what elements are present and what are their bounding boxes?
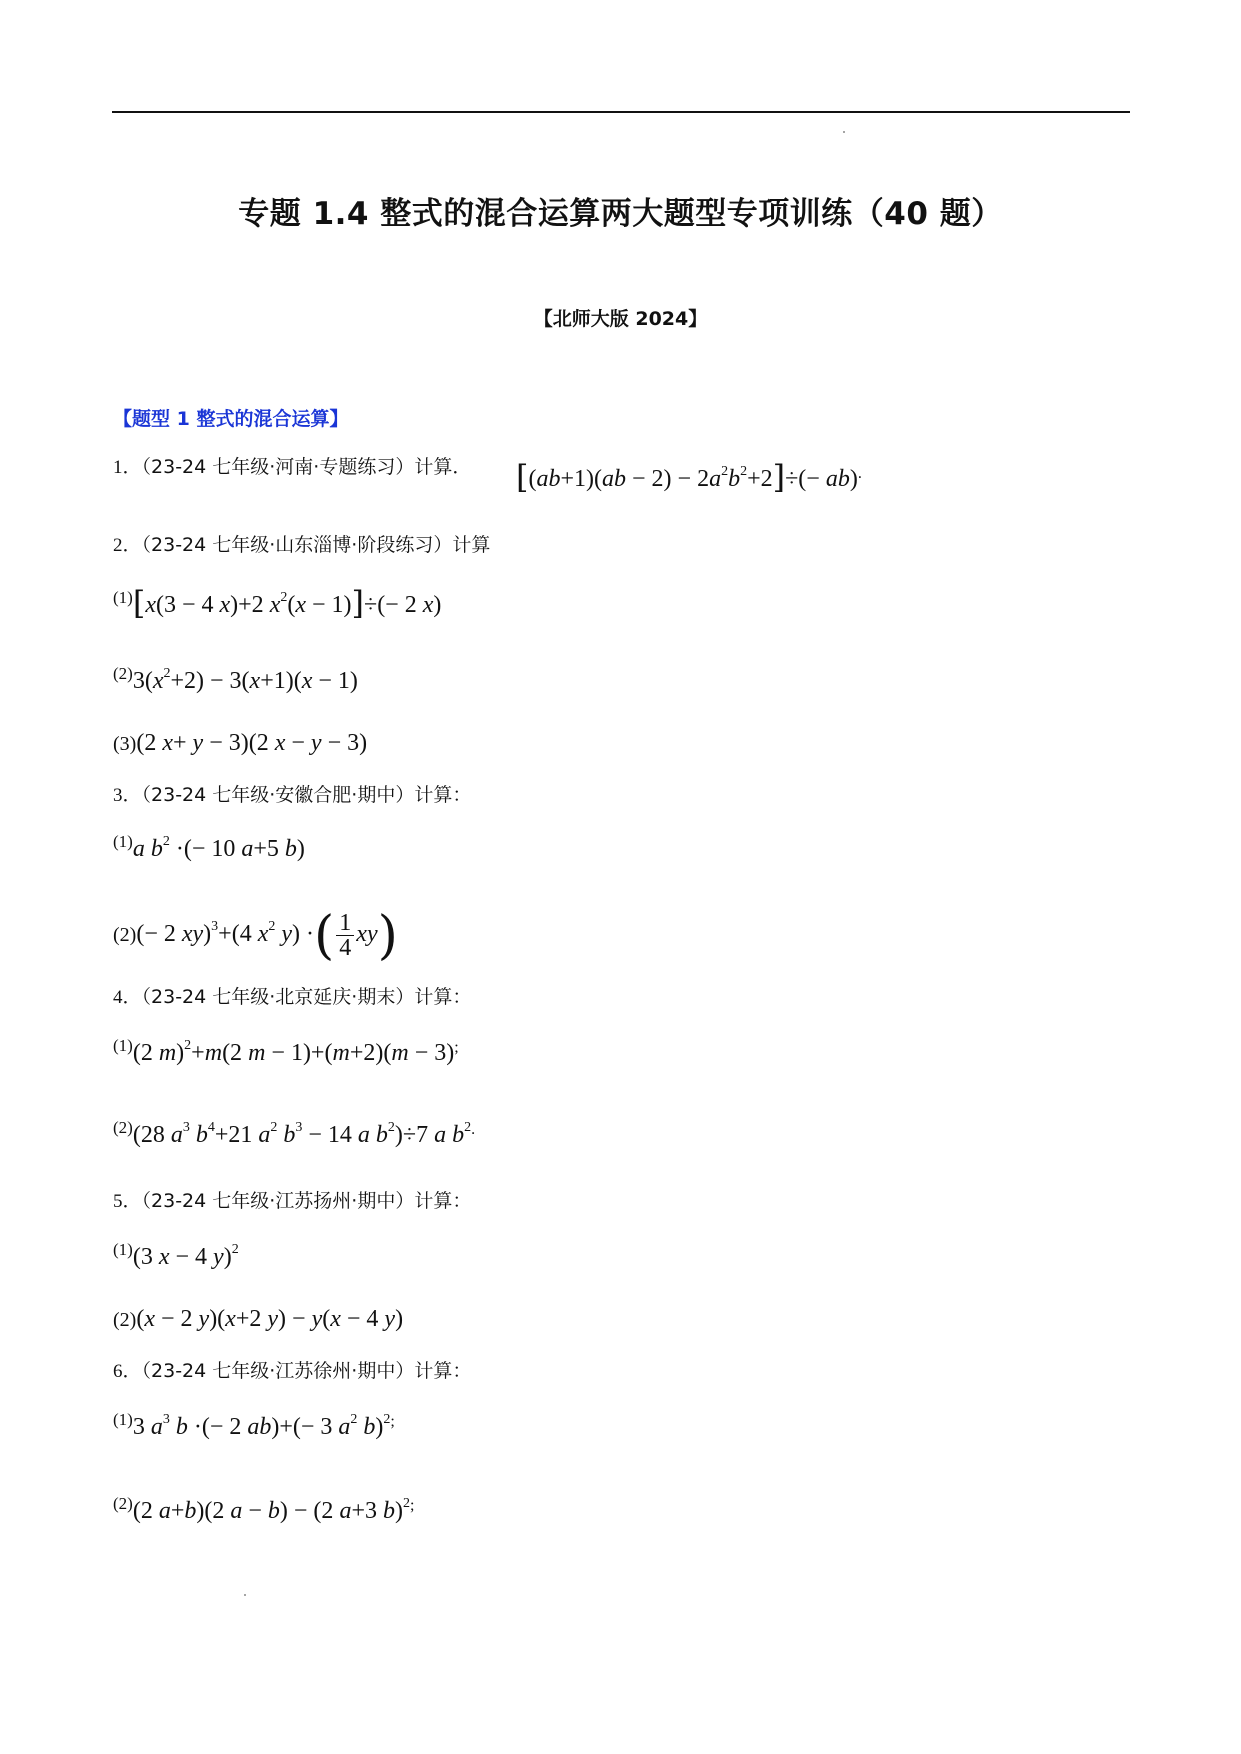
part-marker: (1): [113, 588, 133, 607]
problem-source: （23-24 七年级·江苏扬州·期中）计算：: [141, 1190, 472, 1212]
section-heading: 【题型 1 整式的混合运算】: [113, 408, 349, 430]
part-marker: (3): [113, 733, 137, 755]
problem-source: （23-24 七年级·安徽合肥·期中）计算：: [141, 784, 472, 806]
problem-number: 1．: [113, 457, 142, 478]
problem-6: [113, 1356, 471, 1383]
problem-5: [113, 1186, 471, 1213]
problem-source: （23-24 七年级·北京延庆·期末）计算：: [141, 986, 472, 1008]
page-title: 专题 1.4 整式的混合运算两大题型专项训练（40 题）: [238, 196, 1003, 232]
problem-5-part-2: (2)(x − 2 y)(x+2 y) − y(x − 4 y): [113, 1306, 404, 1332]
edition-label: 【北师大版 2024】: [533, 308, 708, 330]
part-marker: (1): [113, 1410, 133, 1429]
part-marker: (2): [113, 664, 133, 683]
problem-6-part-2: $^{(2)}$(2 a+b)(2 a − b) − (2 a+3 b)$^{2;}$: [113, 1494, 415, 1524]
problem-6-part-1: $^{(1)}$3 $a^3$ b ·(− 2 ab)+(− 3 $a^2$ b)$^{2;}$: [113, 1410, 395, 1440]
problem-3-part-1: $^{(1)}$a $b^2$ ·(− 10 a+5 b): [113, 832, 305, 862]
problem-4-part-1: $^{(1)}$(2 m)$^2$+m(2 m − 1)+(m+2)(m − 3);: [113, 1036, 459, 1066]
problem-number: 2．: [113, 535, 142, 556]
problem-source: （23-24 七年级·江苏徐州·期中）计算：: [141, 1360, 472, 1382]
problem-3-part-2: (2)(− 2 xy)$^3$+(4 $x^2$ y) ·( $\frac{1}{4}$ xy): [113, 906, 398, 966]
problem-number: 3．: [113, 785, 142, 806]
problem-5-part-1: $^{(1)}$(3 x − 4 y)$^2$: [113, 1240, 239, 1270]
problem-number: 4．: [113, 987, 142, 1008]
problem-2-part-3: (3)(2 x+ y − 3)(2 x − y − 3): [113, 730, 368, 756]
problem-4: [113, 982, 471, 1009]
problem-3: [113, 780, 471, 807]
part-marker: (1): [113, 1036, 133, 1055]
problem-1: [113, 452, 471, 479]
problem-2-part-2: $^{(2)}3(x^2+2) - 3(x+1)(x - 1)$: [113, 664, 358, 694]
part-marker: (1): [113, 1240, 133, 1259]
speck: [843, 131, 845, 133]
header-rule: [112, 111, 1130, 113]
part-marker: (2): [113, 1118, 133, 1137]
part-marker: (2): [113, 1494, 133, 1513]
part-marker: (2): [113, 1309, 137, 1331]
problem-source: （23-24 七年级·河南·专题练习）计算．: [141, 456, 472, 478]
problem-4-part-2: $^{(2)}$(28 $a^3$ $b^4+21$ $a^2$ $b^3 - 14$ a $b^2)\div 7$ a $b^{2.}$: [113, 1118, 476, 1148]
part-marker: (2): [113, 924, 137, 946]
problem-2: [113, 530, 490, 557]
speck: [244, 1594, 246, 1596]
problem-number: 6．: [113, 1361, 142, 1382]
problem-source: （23-24 七年级·山东淄博·阶段练习）计算: [141, 534, 491, 556]
problem-1-expression: $[(ab+1)(ab - 2) - 2a^2b^2+2]\div(- ab)^.$: [516, 458, 862, 496]
part-marker: (1): [113, 832, 133, 851]
problem-number: 5．: [113, 1191, 142, 1212]
problem-2-part-1: $^{(1)}$[x(3 − 4 x)+2 $x^2(x - 1)]\div(- 2$ x): [113, 584, 442, 622]
